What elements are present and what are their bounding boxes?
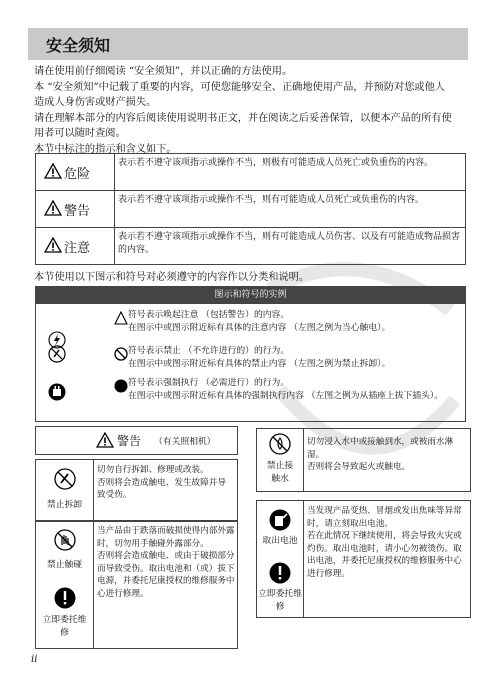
item-text: 若在此情况下继续使用，将会导致火灾或灼伤。取出电池时，请小心勿被烫伤。取出电池，并委托尼康授权的维修服务中心进行修理。 [307, 531, 462, 579]
symbol-line2: 在图示中或图示附近标有具体的注意内容 （左图之例为当心触电）。 [128, 323, 391, 333]
item-text: 否则将会导致起火或触电。 [307, 462, 411, 472]
symbols-lead-text: 本节使用以下图示和符号对必须遵守的内容作以分类和说明。 [34, 272, 310, 283]
item-caption: 禁止触碰 [46, 560, 83, 570]
symbol-line1: 符号表示唤起注意 （包括警告）的内容。 [128, 310, 290, 320]
warning-subtitle: （有关照相机） [154, 437, 216, 447]
intro-paragraph: 请在使用前仔细阅读 “安全须知”，并以正确的方法使用。 [34, 66, 293, 77]
warning-header [35, 426, 238, 455]
level-row-danger [36, 154, 465, 190]
level-desc: 表示若不遵守该项指示或操作不当，则极有可能造成人员死亡或负重伤的内容。 [118, 158, 434, 168]
item-caption: 取出电池 [262, 536, 298, 546]
remove-battery-icon [269, 509, 291, 531]
level-row-warning [36, 190, 465, 227]
symbol-line2: 在图示中或图示附近标有具体的禁止内容 （左图之例为禁止拆卸）。 [128, 359, 391, 369]
page-title-bar [28, 28, 468, 60]
level-name: 注意 [64, 241, 91, 256]
page-title: 安全须知 [46, 36, 111, 55]
unplug-icon [48, 383, 66, 401]
item-text: 否则将会造成触电、发生故障并导致受伤。 [97, 477, 226, 500]
level-desc: 表示若不遵守该项指示或操作不当，则有可能造成人员伤害、以及有可能造成物品损害的内容。 [118, 232, 461, 255]
intro-text [34, 64, 454, 157]
item-heading: 切勿自行拆卸、修理或改装。 [97, 465, 209, 475]
warning-triangle-icon [96, 432, 114, 448]
caution-triangle-icon [114, 311, 128, 325]
no-water-icon [269, 433, 291, 455]
symbol-line1: 符号表示禁止 （不允许进行的）的行为。 [128, 346, 290, 356]
item-caption: 禁止拆卸 [46, 500, 83, 510]
warning-item-water [256, 428, 471, 492]
no-disassembly-icon [48, 345, 66, 363]
level-desc: 表示若不遵守该项指示或操作不当，则有可能造成人员死亡或负重伤的内容。 [118, 195, 425, 205]
item-text: 否则将会造成触电、或由于破损部分而导致受伤。取出电池和（或）拔下电源，并委托尼康授权的维修服务中心进行修理。 [97, 551, 235, 599]
level-row-caution [36, 227, 465, 264]
item-caption: 立即委托维修 [42, 615, 87, 638]
level-name: 警告 [64, 204, 91, 219]
symbols-header: 图示和符号的实例 [36, 287, 465, 304]
exclamation-mandatory-icon [269, 562, 291, 584]
symbols-explanation-box [35, 286, 466, 422]
warning-item-touch [35, 520, 238, 649]
level-name: 危险 [64, 167, 91, 182]
warning-item-overheat [256, 500, 471, 618]
no-disassembly-icon [54, 468, 76, 490]
exclamation-mandatory-icon [54, 587, 76, 609]
item-caption: 禁止接触水 [266, 461, 294, 484]
symbol-line2: 在图示中或图示附近标有具体的强制执行内容 （左图之例为从插座上拔下插头）。 [128, 391, 444, 401]
warning-triangle-icon [44, 163, 62, 179]
page-number: ii [31, 654, 38, 665]
mandatory-action-icon [114, 379, 128, 393]
intro-paragraph: 本 “安全须知”中记载了重要的内容，可使您能够安全、正确地使用产品，并预防对您或他人造成人身伤害或财产损失。 [34, 81, 445, 108]
warning-title: 警告 [117, 434, 142, 448]
warning-item-disassembly [35, 459, 238, 522]
item-heading: 当产品由于跌落而破损使得内部外露时，切勿用手触碰外露部分。 [97, 526, 235, 549]
symbol-line1: 符号表示强制执行 （必需进行）的行为。 [128, 378, 290, 388]
item-caption: 立即委托维修 [258, 589, 302, 612]
warning-triangle-icon [44, 237, 62, 253]
warning-triangle-icon [44, 200, 62, 216]
item-heading: 切勿浸入水中或接触到水，或被雨水淋湿。 [307, 437, 454, 460]
item-heading: 当发现产品变热、冒烟或发出焦味等异常时，请立刻取出电池。 [307, 506, 462, 529]
hazard-levels-table [35, 153, 466, 265]
intro-paragraph: 本节中标注的指示和含义如下。 [34, 143, 177, 155]
prohibition-icon [114, 347, 128, 361]
intro-paragraph: 请在理解本部分的内容后阅读使用说明书正文，并在阅读之后妥善保管，以便本产品的所有使用者可以随时查阅。 [34, 112, 452, 139]
no-touch-icon [54, 529, 76, 551]
